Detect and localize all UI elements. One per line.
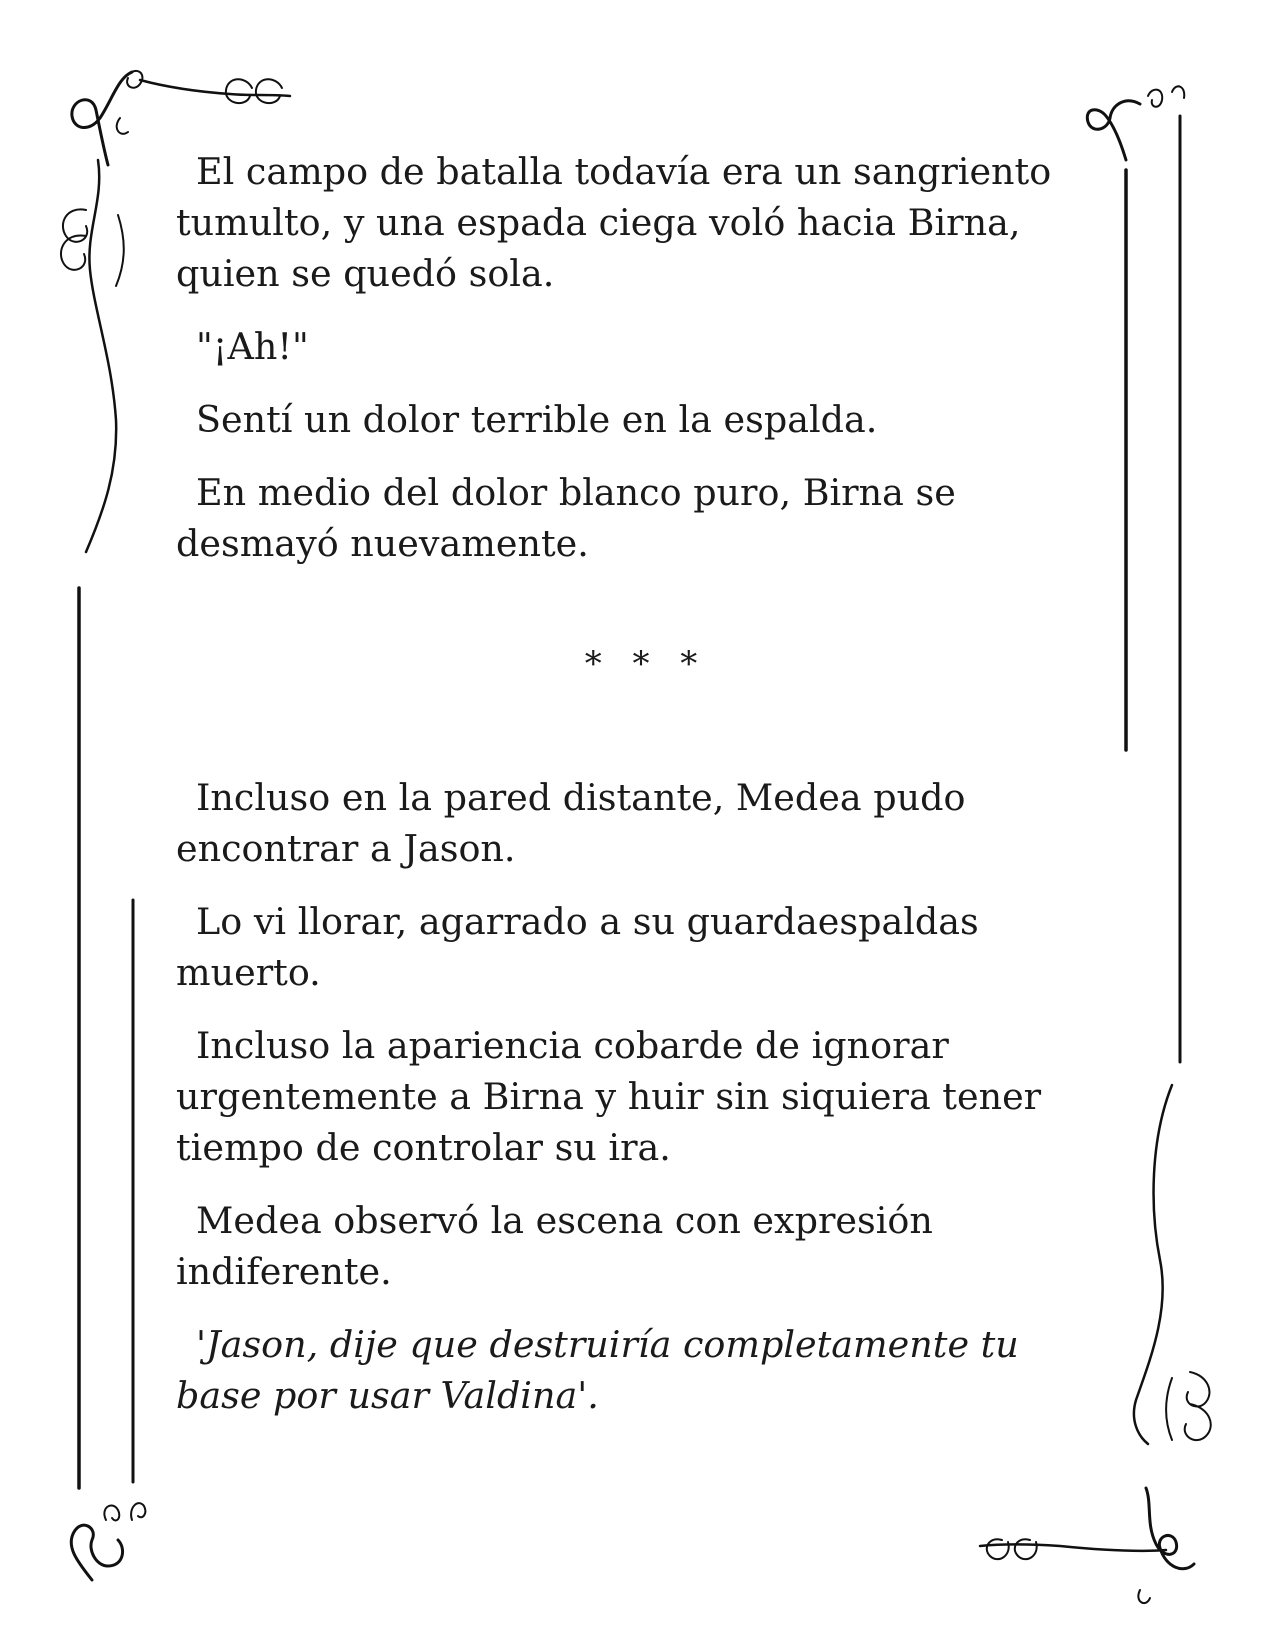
top-left-curl-1 — [226, 79, 252, 103]
paragraph: Lo vi llorar, agarrado a su guardaespaldas muerto. — [176, 900, 979, 994]
right-scroll — [1185, 1372, 1211, 1440]
chapter-text — [176, 146, 1076, 1443]
paragraph: "¡Ah!" — [196, 325, 309, 368]
top-left-flourish — [72, 72, 132, 165]
bottom-right-curl-1 — [1015, 1539, 1037, 1559]
bottom-left-flourish — [71, 1525, 122, 1580]
left-scroll — [61, 209, 87, 269]
bottom-right-curl-2 — [987, 1539, 1009, 1559]
scene-break: * * * — [584, 644, 708, 684]
paragraph: Incluso la apariencia cobarde de ignorar urgentemente a Birna y huir sin siquiera tener tiempo de controlar su ira. — [176, 1024, 1042, 1169]
left-vine — [86, 160, 116, 552]
paragraph: Medea observó la escena con expresión indiferente. — [176, 1199, 933, 1293]
paragraph: Sentí un dolor terrible en la espalda. — [196, 398, 878, 441]
paragraph: En medio del dolor blanco puro, Birna se desmayó nuevamente. — [176, 471, 956, 565]
paragraph: Incluso en la pared distante, Medea pudo encontrar a Jason. — [176, 776, 966, 870]
closing-thought: 'Jason, dije que destruiría completamente tu base por usar Valdina'. — [176, 1323, 1019, 1417]
top-right-flourish — [1087, 101, 1140, 160]
right-vine — [1134, 1085, 1172, 1444]
bottom-right-flourish — [1146, 1488, 1194, 1569]
paragraph: El campo de batalla todavía era un sangriento tumulto, y una espada ciega voló hacia Birna, quien se quedó sola. — [176, 150, 1052, 295]
top-left-curl-2 — [256, 79, 282, 103]
